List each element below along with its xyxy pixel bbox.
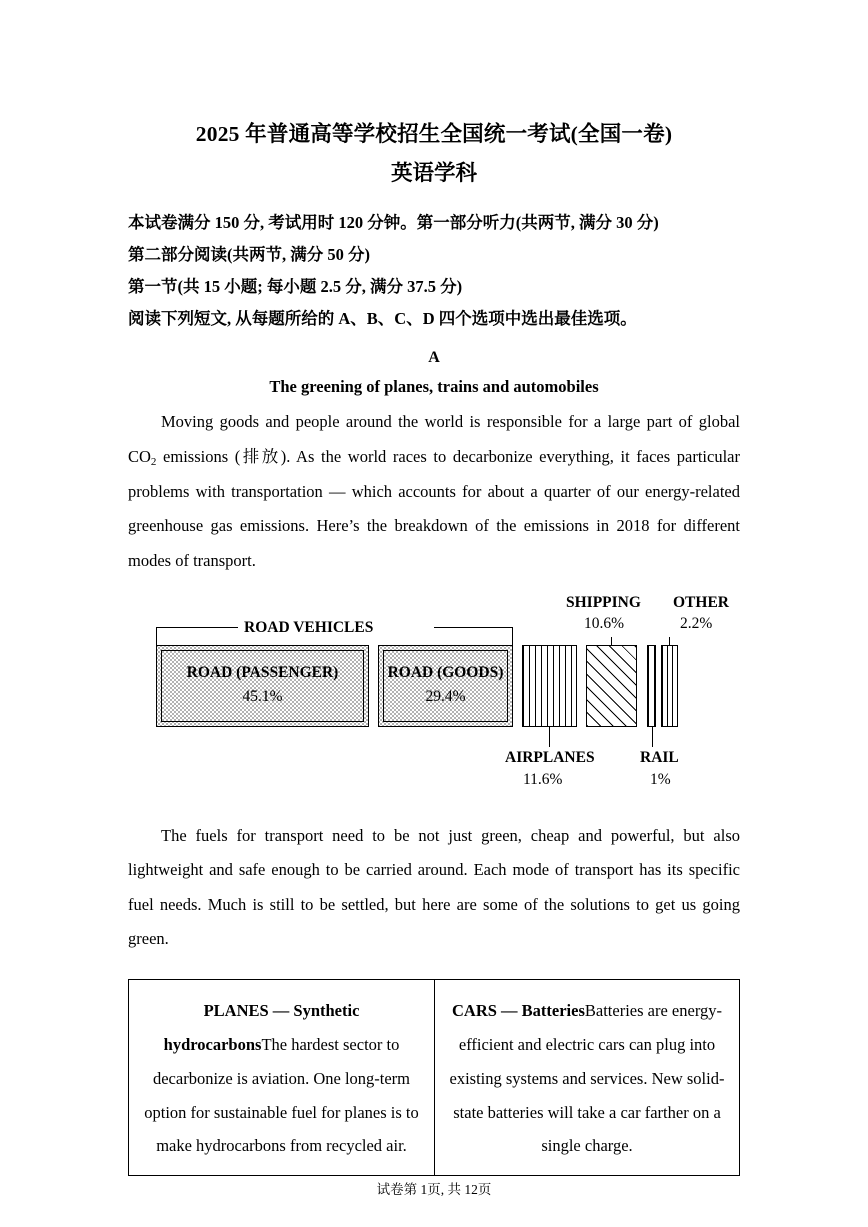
airplanes-leader-line bbox=[549, 727, 550, 747]
co2-subscript: 2 bbox=[150, 455, 157, 468]
other-leader-line bbox=[669, 637, 670, 646]
page-footer: 试卷第 1页, 共 12页 bbox=[376, 1182, 492, 1197]
bar-road-passenger bbox=[156, 645, 369, 727]
rail-label: RAIL bbox=[640, 748, 679, 766]
solutions-cell-planes-body: The hardest sector to decarbonize is aviation. One long-term option for sustainable fuel for planes is to make hydrocarbons from recycled air. bbox=[144, 1034, 419, 1156]
passage-title: The greening of planes, trains and automobiles bbox=[269, 377, 599, 397]
other-label: OTHER bbox=[673, 593, 729, 611]
shipping-leader-line bbox=[611, 637, 612, 646]
solutions-table bbox=[128, 979, 740, 1176]
exam-meta-line-4: 阅读下列短文, 从每题所给的 A、B、C、D 四个选项中选出最佳选项。 bbox=[128, 309, 637, 329]
bar-road-goods bbox=[378, 645, 513, 727]
solutions-cell-planes bbox=[129, 980, 434, 1175]
airplanes-value: 11.6% bbox=[523, 770, 563, 788]
document-content bbox=[128, 118, 740, 1176]
page-subtitle: 英语学科 bbox=[390, 161, 477, 186]
bar-road-passenger-label: ROAD (PASSENGER) bbox=[186, 663, 339, 681]
bar-other bbox=[661, 645, 678, 727]
bar-road-passenger-value: 45.1% bbox=[242, 687, 283, 705]
exam-meta-line-1: 本试卷满分 150 分, 考试用时 120 分钟。第一部分听力(共两节, 满分 30 分) bbox=[128, 212, 659, 232]
bar-road-passenger-inner-border bbox=[161, 650, 364, 722]
page-title: 2025 年普通高等学校招生全国统一考试(全国一卷) bbox=[195, 122, 673, 146]
solutions-cell-cars-body: Batteries are energy-efficient and electric cars can plug into existing systems and services. New solid-state batteries will take a car farther on a single charge. bbox=[449, 1001, 725, 1156]
other-value: 2.2% bbox=[680, 614, 713, 632]
solutions-cell-cars-heading: CARS — Batteries bbox=[451, 1001, 585, 1021]
airplanes-label: AIRPLANES bbox=[505, 748, 595, 766]
passage-paragraph-1 bbox=[128, 405, 740, 578]
bar-road-goods-inner-border bbox=[383, 650, 508, 722]
shipping-value: 10.6% bbox=[584, 614, 625, 632]
bar-shipping bbox=[586, 645, 637, 727]
exam-meta-line-2: 第二部分阅读(共两节, 满分 50 分) bbox=[128, 244, 370, 264]
bar-road-goods-value: 29.4% bbox=[425, 687, 466, 705]
bar-road-goods-label: ROAD (GOODS) bbox=[387, 663, 504, 681]
paragraph-1-text-part-2: emissions (排放). As the world races to decarbonize everything, it faces particular problems with transportation — which accounts for about a quarter of our energy-related greenhouse gas emissions. Here’s the breakdown of the emissions in 2018 for different modes of transport. bbox=[128, 446, 740, 570]
solutions-cell-planes-heading: PLANES — Synthetic hydrocarbons bbox=[163, 1001, 360, 1054]
rail-value: 1% bbox=[650, 770, 671, 788]
exam-meta-line-3: 第一节(共 15 小题; 每小题 2.5 分, 满分 37.5 分) bbox=[128, 276, 463, 296]
exam-meta bbox=[128, 207, 740, 336]
paragraph-1-text-part-1: Moving goods and people around the world is responsible for a large part of global CO bbox=[128, 412, 740, 466]
solutions-cell-cars bbox=[434, 980, 739, 1175]
section-letter: A bbox=[428, 349, 440, 367]
emissions-bar-chart bbox=[128, 593, 740, 811]
road-vehicles-group-label: ROAD VEHICLES bbox=[244, 618, 374, 636]
passage-paragraph-2: The fuels for transport need to be not just green, cheap and powerful, but also lightweight and safe enough to be carried around. Each mode of transport has its specific fuel needs. Much is still to be settled, but here are some of the solutions to get us going green. bbox=[128, 825, 740, 949]
shipping-label: SHIPPING bbox=[566, 593, 641, 611]
bar-airplanes bbox=[522, 645, 577, 727]
bar-rail bbox=[647, 645, 656, 727]
rail-leader-line bbox=[652, 727, 653, 747]
